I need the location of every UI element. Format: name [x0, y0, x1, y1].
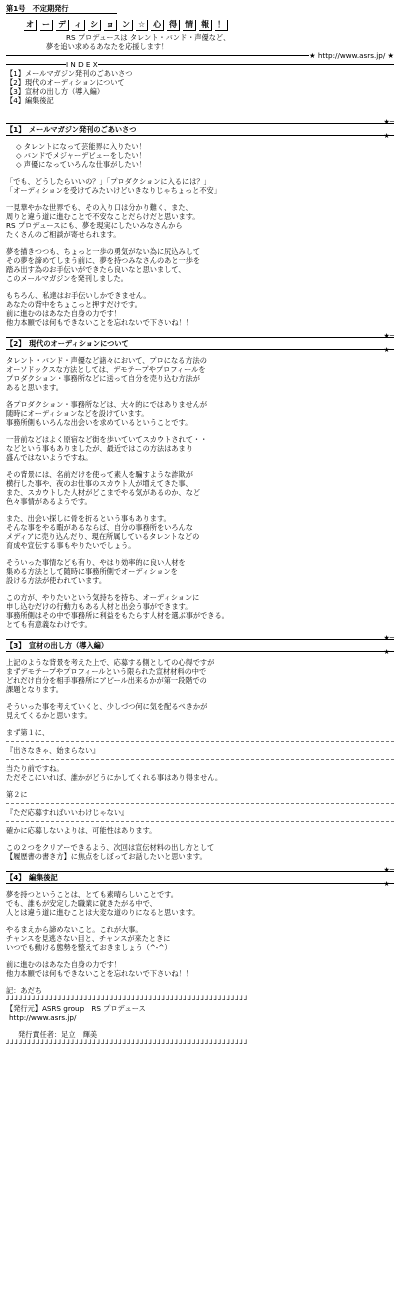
logo-char: ！	[215, 20, 228, 31]
section-1-bullets	[6, 142, 394, 169]
footer-divider: ┘┘┘┘┘┘┘┘┘┘┘┘┘┘┘┘┘┘┘┘┘┘┘┘┘┘┘┘┘┘┘┘┘┘┘┘┘┘┘┘┘┘┘┘┘┘┘┘┘┘┘┘┘┘┘┘	[6, 995, 249, 1004]
text-line: タレント・バンド・声優など諸々において、プロになる方法の	[6, 356, 207, 365]
s2-p7	[6, 593, 394, 629]
text-line: 【2】現代のオーディションについて	[6, 78, 125, 87]
s2-p3	[6, 435, 394, 462]
text-line: ◇ タレントになって芸能界に入りたい！	[16, 142, 146, 151]
text-line: 盛んではないようですね。	[6, 453, 93, 462]
publisher-url[interactable]: http://www.asrs.jp/	[9, 1013, 77, 1022]
text-line: 踏み出す為のお手伝いができたら良いなと思いまして、	[6, 265, 186, 274]
text-line: 横行した事や、夜のお仕事のスカウト人が増えてきた事、	[6, 479, 193, 488]
text-line: ◇ 声優になっていろんな仕事がしたい！	[16, 160, 147, 169]
text-line: 一昔前などはよく原宿など街を歩いていてスカウトされて・・	[6, 435, 208, 444]
text-line: 見えてくるかと思います。	[6, 711, 92, 720]
text-line: 夢を描きつつも、ちょっと一歩の勇気がない為に尻込みして	[6, 247, 201, 256]
s2-p4	[6, 470, 394, 506]
section-4-title: ★─ 【4】 編集後記 ★─	[6, 866, 394, 888]
logo-char: 得	[167, 20, 180, 31]
publisher: 【発行元】ASRS group RS プロデュース	[6, 1004, 146, 1013]
s4-p3	[6, 960, 394, 978]
logo-char: 心	[151, 20, 164, 31]
text-line: ただそこにいれば、誰かがどうにかしてくれる事はあり得ません。	[6, 773, 223, 782]
text-line: また、スカウトした人材がどこまでやる気があるのか、など	[6, 488, 201, 497]
text-line: いつでも動ける態勢を整えておきましょう（^-^）	[6, 943, 172, 952]
text-line: そんな事をやる暇があるならば、自分の事務所をいろんな	[6, 523, 193, 532]
text-line: 「オーディションを受けてみたいけどいきなりじゃちょっと不安」	[6, 186, 221, 195]
text-line: 設ける方法が使われています。	[6, 576, 107, 585]
text-line: もちろん、私達はお手伝いしかできません。	[6, 291, 151, 300]
text-line: この２つをクリアーできるよう、次回は宣伝材料の出し方として	[6, 843, 215, 852]
logo-char: ン	[120, 20, 133, 31]
s3-quote2: 『ただ応募すればいいわけじゃない』	[6, 808, 129, 817]
text-line: メディアに売り込んだり、現在所属しているタレントなどの	[6, 532, 200, 541]
s3-p3	[6, 843, 394, 861]
s4-p2	[6, 925, 394, 952]
text-line: 事務所側はその中で事務所に利益をもたらす人材を選ぶ事ができる。	[6, 611, 229, 620]
text-line: 夢を持つということは、とても素晴らしいことです。	[6, 890, 178, 899]
section-2-title: ★─ 【2】 現代のオーディションについて ★─	[6, 332, 394, 354]
issue-label: 第1号 不定期発行	[6, 4, 117, 14]
text-line: やるまえから諦めないこと。これが大事。	[6, 925, 143, 934]
text-line: 事務所側もいろんな出会いを求めているということです。	[6, 418, 193, 427]
text-line: その背景には、名前だけを使って素人を騙すような詐欺が	[6, 470, 193, 479]
s3-after1	[6, 764, 394, 782]
writer: 記：あだち	[6, 986, 42, 995]
text-line: どれだけ自分を相手事務所にアピール出来るかが第一段階での	[6, 676, 207, 685]
index-list	[6, 69, 394, 105]
s2-p6	[6, 558, 394, 585]
s2-p5	[6, 514, 394, 550]
text-line: 他力本願では何もできないことを忘れないで下さいね！！	[6, 969, 193, 978]
text-line: 「でも、どうしたらいいの？」「プロダクションに入るには？」	[6, 177, 211, 186]
footer-divider-bottom: ┘┘┘┘┘┘┘┘┘┘┘┘┘┘┘┘┘┘┘┘┘┘┘┘┘┘┘┘┘┘┘┘┘┘┘┘┘┘┘┘┘┘┘┘┘┘┘┘┘┘┘┘┘┘┘┘	[6, 1039, 249, 1048]
text-line: 上記のような背景を考えた上で、応募する側としての心得ですが	[6, 658, 215, 667]
text-line: とても有意義なわけです。	[6, 620, 92, 629]
logo-char: ☆	[136, 20, 148, 31]
text-line: 【4】編集後記	[6, 96, 54, 105]
text-line: そういった事情なども有り、やはり効率的に良い人材を	[6, 558, 186, 567]
s1-p3	[6, 247, 394, 283]
s1-p2	[6, 203, 394, 239]
text-line: 育成や宣伝する事もやりたいでしょう。	[6, 541, 136, 550]
index-rule-top	[6, 51, 394, 60]
logo-char: ョ	[104, 20, 117, 31]
s3-second: 第２に	[6, 790, 28, 799]
text-line: ◇ バンドでメジャーデビューをしたい！	[16, 151, 146, 160]
text-line: 【1】メールマガジン発刊のごあいさつ	[6, 69, 133, 78]
text-line: 当たり前ですね。	[6, 764, 64, 773]
logo-char: オ	[24, 20, 37, 31]
section-1-title: ★─ 【1】 メールマガジン発刊のごあいさつ ★─	[6, 118, 394, 140]
text-line: などという事もありましたが、最近ではこの方法はあまり	[6, 444, 193, 453]
text-line: 色々事情があるようです。	[6, 497, 92, 506]
s1-p1	[6, 177, 394, 195]
text-line: RS プロデュースにも、夢を現実にしたいみなさんから	[6, 221, 183, 230]
text-line: オーソドックスな方法としては、デモテープやプロフィールを	[6, 365, 206, 374]
logo-char: ー	[40, 20, 53, 31]
url-rule: ★ http://www.asrs.jp/ ★	[309, 51, 394, 60]
text-line: まずデモテープやプロフィールという限られた宣材材料の中で	[6, 667, 207, 676]
logo-char: 報	[199, 20, 212, 31]
logo-char: シ	[88, 20, 101, 31]
logo-char: デ	[56, 20, 69, 31]
subtitle-2: 夢を追い求めるあなたを応援します！	[46, 42, 169, 51]
s3-after2: 確かに応募しないよりは、可能性はあります。	[6, 826, 157, 835]
text-line: でも、誰もが安定した職業に就きたがる中で、	[6, 899, 157, 908]
text-line: 【3】宣材の出し方（導入編）	[6, 87, 105, 96]
text-line: あなたの背中をちょこっと押すだけです。	[6, 300, 142, 309]
text-line: あると思います。	[6, 383, 63, 392]
text-line: 集める方法として随時に事務所側でオーディションを	[6, 567, 178, 576]
text-line: また、出会い探しに骨を折るという事もあります。	[6, 514, 171, 523]
s3-p2	[6, 702, 394, 720]
s2-p1	[6, 356, 394, 392]
index-header	[6, 60, 394, 69]
responsible: 発行責任者：足立 輝美	[18, 1030, 98, 1039]
text-line: 【履歴書の書き方】に焦点をしぼってお話したいと思います。	[6, 852, 207, 861]
text-line: 課題となります。	[6, 685, 63, 694]
title-logo	[6, 20, 394, 31]
s3-quote1: 『出さなきゃ、始まらない』	[6, 746, 100, 755]
text-line: 前に進むのはあなた自身の力です！	[6, 309, 122, 318]
text-line: 各プロダクション・事務所などは、大々的にではありませんが	[6, 400, 208, 409]
text-line: チャンスを見逃さない目と、チャンスが来たときに	[6, 934, 171, 943]
subtitle-1: RS プロデュースは タレント・バンド・声優など、	[66, 33, 231, 42]
logo-char: ィ	[72, 20, 85, 31]
s4-p1	[6, 890, 394, 917]
text-line: 前に進むのはあなた自身の力です！	[6, 960, 122, 969]
section-3-title: ★─ 【3】 宣材の出し方（導入編） ★─	[6, 634, 394, 656]
text-line: 申し込むだけの行動力もある人材と出会う事ができます。	[6, 602, 193, 611]
text-line: その夢を諦めてしまう前に、夢を持つみなさんのあと一歩を	[6, 256, 201, 265]
index-label: I N D E X	[66, 60, 98, 69]
s2-p2	[6, 400, 394, 427]
s1-p4	[6, 291, 394, 327]
text-line: そういった事を考えていくと、少しづつ何に気を配るべきかが	[6, 702, 208, 711]
text-line: 随時にオーディションなどを設けています。	[6, 409, 149, 418]
text-line: 一見華やかな世界でも、その入り口は分かり難く、また、	[6, 203, 193, 212]
text-line: プロダクション・事務所などに送って自分を売り込む方法が	[6, 374, 200, 383]
text-line: このメールマガジンを発刊しました。	[6, 274, 128, 283]
text-line: 人とは違う道に進むことは大変な道のりになると思います。	[6, 908, 200, 917]
s3-p1	[6, 658, 394, 694]
text-line: この方が、やりたいという気持ちを持ち、オーディションに	[6, 593, 200, 602]
text-line: たくさんのご相談が寄せられます。	[6, 230, 121, 239]
logo-char: 情	[183, 20, 196, 31]
s3-first: まず第１に、	[6, 728, 50, 737]
text-line: 周りと違う道に進むことで不安なことだらけだと思います。	[6, 212, 200, 221]
text-line: 他力本願では何もできないことを忘れないで下さいね！！	[6, 318, 193, 327]
